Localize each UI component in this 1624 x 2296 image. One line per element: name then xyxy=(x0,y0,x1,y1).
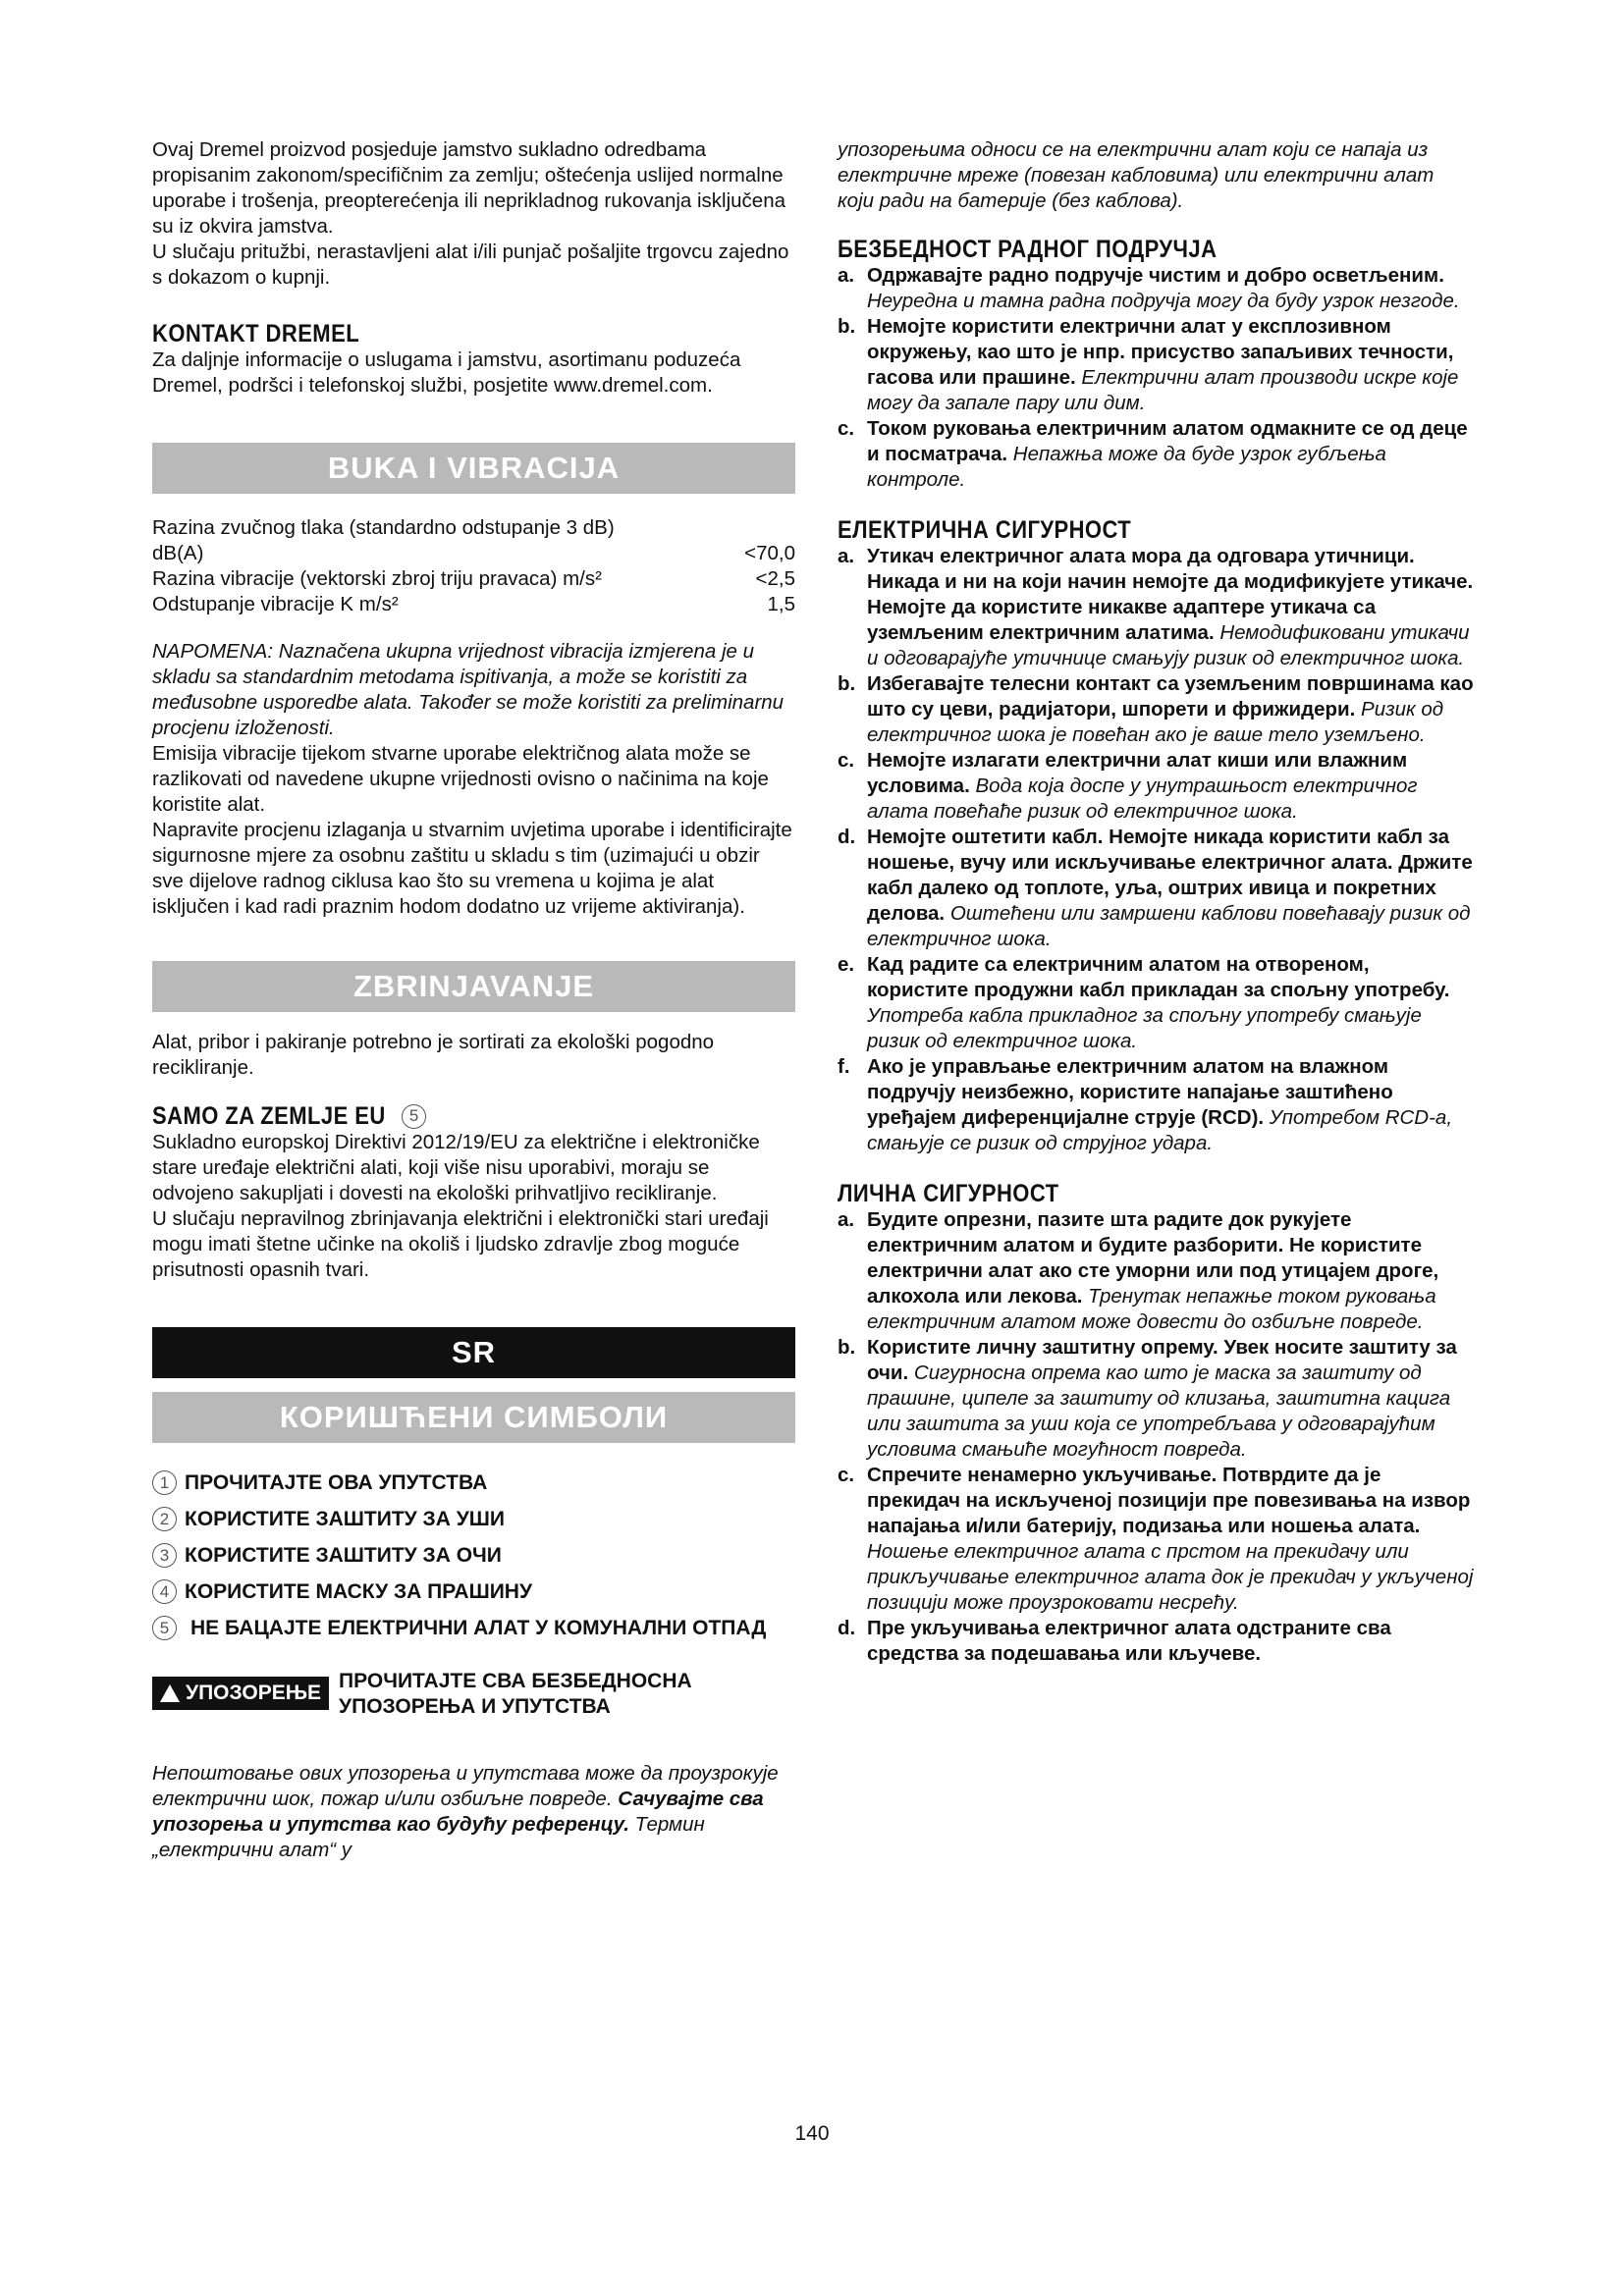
safety-item xyxy=(838,1463,1474,1616)
item-bold-text: Немојте оштетити кабл. Немојте никада користити кабл за ношење, вучу или искључивање електричног алата. Држите кабл далеко од топлоте, уља, оштрих ивица и покретних делова. xyxy=(867,826,1473,925)
item-bold-text: Немојте излагати електрични алат киши или влажним условима. xyxy=(867,749,1408,797)
page-number: 140 xyxy=(794,2122,830,2145)
emisija-text: Emisija vibracije tijekom stvarne uporabe električnog alata može se razlikovati od navedene ukupne vrijednosti ovisno o načinima na koje koristite alat. xyxy=(152,742,769,816)
buka-title: BUKA I VIBRACIJA xyxy=(327,451,621,485)
zbrinjavanje-title: ZBRINJAVANJE xyxy=(352,969,595,1003)
item-italic-text: Употреба кабла прикладног за спољну употребу смањује ризик од електричног шока. xyxy=(867,1004,1422,1052)
eu-heading-row xyxy=(152,1102,795,1130)
section-heading: ЕЛЕКТРИЧНА СИГУРНОСТ xyxy=(838,516,1132,544)
procjena-text: Napravite procjenu izlaganja u stvarnim uvjetima uporabe i identificirajte sigurnosne mjere za osobnu zaštitu u skladu s tim (uzimajući u obzir sve dijelove radnog ciklusa kao što su vremena u kojima je alat isključen i kad radi praznim hodom dodatno uz vrijeme aktiviranja). xyxy=(152,819,792,918)
symbols-list xyxy=(152,1470,795,1641)
warning-badge: УПОЗОРЕЊЕ xyxy=(152,1677,329,1710)
item-body xyxy=(867,1616,1474,1667)
item-body xyxy=(867,1335,1474,1463)
safety-item xyxy=(838,952,1474,1054)
warning-block xyxy=(152,1669,795,1720)
item-body xyxy=(867,748,1474,825)
right-column xyxy=(838,137,1474,1667)
warranty-text: Ovaj Dremel proizvod posjeduje jamstvo sukladno odredbama propisanim zakonom/specifičnim za zemlju; oštećenja uslijed normalne uporabe i trošenja, preopterećenja ili neprikladnog rukovanja isključena su iz okvira jamstva. xyxy=(152,138,786,238)
item-label: b. xyxy=(838,672,856,695)
safety-item xyxy=(838,671,1474,748)
item-body xyxy=(867,1207,1474,1335)
noise-row: Razina zvučnog tlaka (standardno odstupanje 3 dB) xyxy=(152,516,615,539)
item-italic-text: Ношење електричног алата с прстом на прекидачу или прикључивање електричног алата док је прекидач у укљученој позицији може проузроковати несрећу. xyxy=(867,1540,1474,1614)
item-body xyxy=(867,1463,1474,1616)
symbol-item: 3 КОРИСТИТЕ ЗАШТИТУ ЗА ОЧИ xyxy=(152,1543,795,1569)
item-label: b. xyxy=(838,1336,856,1359)
item-body xyxy=(867,314,1474,416)
item-label: e. xyxy=(838,953,855,976)
eu-text: Sukladno europskoj Direktivi 2012/19/EU za električne i elektroničke stare uređaje električni alati, koji više nisu uporabivi, moraju se odvojeno sakupljati i dovesti na ekološki prihvatljivo recikliranje. xyxy=(152,1131,760,1204)
item-bold-text: Утикач електричног алата мора да одговара утичници. Никада и ни на који начин немојте да модификујете утикаче. Немојте да користите никакве адаптере утикача са уземљеним електричним алатима. xyxy=(867,545,1474,644)
eu-heading: SAMO ZA ZEMLJE EU xyxy=(152,1102,386,1130)
safety-item xyxy=(838,1207,1474,1335)
item-italic-text: Неуредна и тамна радна подручја могу да буду узрок незгоде. xyxy=(867,290,1460,312)
symbol-item: 4 КОРИСТИТЕ МАСКУ ЗА ПРАШИНУ xyxy=(152,1579,795,1605)
symbols-band xyxy=(152,1392,795,1443)
kontakt-text: Za daljnje informacije o uslugama i jamstvu, asortimanu poduzeća Dremel, podršci i telefonskoj službi, posjetite www.dremel.com. xyxy=(152,348,741,397)
safety-item xyxy=(838,416,1474,493)
item-label: c. xyxy=(838,1464,855,1486)
item-italic-text: Немодификовани утикачи и одговарајуће утичнице смањују ризик од електричног шока. xyxy=(867,621,1470,669)
item-bold-text: Користите личну заштитну опрему. Увек носите заштиту за очи. xyxy=(867,1336,1457,1384)
warning-triangle-icon xyxy=(160,1684,180,1702)
safety-item xyxy=(838,748,1474,825)
item-label: a. xyxy=(838,1208,855,1231)
item-italic-text: Употребом RCD-a, смањује се ризик од струјног удара. xyxy=(867,1106,1453,1154)
noise-row: dB(A) <70,0 xyxy=(152,542,795,564)
item-label: d. xyxy=(838,1617,856,1639)
item-italic-text: Електрични алат производи искре које могу да запале пару или дим. xyxy=(867,366,1459,414)
warning-text: ПРОЧИТАЈТЕ СВА БЕЗБЕДНОСНА УПОЗОРЕЊА И УПУТСТВА xyxy=(339,1670,692,1718)
symbol-item: 2 КОРИСТИТЕ ЗАШТИТУ ЗА УШИ xyxy=(152,1507,795,1532)
safety-item xyxy=(838,1335,1474,1463)
warning-paragraph: Непоштовање ових упозорења и упутстава може да проузрокује електрични шок, пожар и/или озбиљне повреде. Сачувајте сва упозорења и упутства као будућу референцу. Термин „електрични алат“ у xyxy=(152,1762,779,1861)
continued-text: упозорењима односи се на електрични алат који се напаја из електричне мреже (повезан кабловима) или електрични алат који ради на батерије (без каблова). xyxy=(838,138,1435,212)
item-italic-text: Тренутак непажње током руковања електричним алатом може довести до озбиљне повреде. xyxy=(867,1285,1436,1333)
item-bold-text: Одржавајте радно подручје чистим и добро осветљеним. xyxy=(867,264,1444,287)
item-body xyxy=(867,416,1474,493)
item-body xyxy=(867,952,1474,1054)
item-body xyxy=(867,671,1474,748)
item-bold-text: Пре укључивања електричног алата одстраните сва средства за подешавања или кључеве. xyxy=(867,1617,1391,1665)
item-body xyxy=(867,263,1474,314)
safety-item xyxy=(838,1054,1474,1156)
buka-band xyxy=(152,443,795,494)
safety-sections xyxy=(838,236,1474,1667)
sr-title: SR xyxy=(451,1335,497,1369)
item-label: f. xyxy=(838,1055,850,1078)
item-italic-text: Ризик од електричног шока је повећан ако је ваше тело уземљено. xyxy=(867,698,1444,746)
item-bold-text: Кад радите са електричним алатом на отвореном, користите продужни кабл прикладан за спољну употребу. xyxy=(867,953,1450,1001)
symbol-item: 5 НЕ БАЦАЈТЕ ЕЛЕКТРИЧНИ АЛАТ У КОМУНАЛНИ ОТПАД xyxy=(152,1616,795,1641)
item-italic-text: Оштећени или замршени каблови повећавају ризик од електричног шока. xyxy=(867,902,1471,950)
item-label: a. xyxy=(838,545,855,567)
section-heading: БЕЗБЕДНОСТ РАДНОГ ПОДРУЧЈА xyxy=(838,236,1218,263)
warranty-text-2: U slučaju pritužbi, nerastavljeni alat i/ili punjač pošaljite trgovcu zajedno s dokazom o kupnji. xyxy=(152,240,789,289)
left-column xyxy=(152,137,795,1863)
sr-band xyxy=(152,1327,795,1378)
noise-row: Odstupanje vibracije K m/s² 1,5 xyxy=(152,593,795,615)
safety-item xyxy=(838,263,1474,314)
item-bold-text: Ако је управљање електричним алатом на влажном подручју неизбежно, користите напајање заштићено уређајем диференцијалне струје (RCD). xyxy=(867,1055,1393,1129)
item-label: a. xyxy=(838,264,855,287)
safety-item xyxy=(838,544,1474,671)
item-label: c. xyxy=(838,749,855,772)
item-bold-text: Избегавајте телесни контакт са уземљеним површинама као што су цеви, радијатори, шпорети и фрижидери. xyxy=(867,672,1474,721)
symbols-title: КОРИШЋЕНИ СИМБОЛИ xyxy=(279,1400,669,1434)
item-italic-text: Сигурносна опрема као што је маска за заштиту од прашине, ципеле за заштиту од клизања, заштитна кацига или заштита за уши која се употребљава у одговарајућим условима смањиће могућност повреда. xyxy=(867,1362,1451,1461)
item-bold-text: Спречите ненамерно укључивање. Потврдите да је прекидач на искљученој позицији пре повезивања на извор напајања и/или батерију, подизања или ношења алата. xyxy=(867,1464,1471,1537)
item-body xyxy=(867,544,1474,671)
symbol-item: 1 ПРОЧИТАЈТЕ ОВА УПУТСТВА xyxy=(152,1470,795,1496)
eu-symbol-number: 5 xyxy=(402,1104,426,1129)
safety-item xyxy=(838,314,1474,416)
napomena-text: NAPOMENA: Naznačena ukupna vrijednost vibracija izmjerena je u skladu sa standardnim metodama ispitivanja, a može se koristiti za međusobne usporedbe alata. Također se može koristiti za preliminarnu procjenu izloženosti. xyxy=(152,640,785,739)
item-italic-text: Вода која доспе у унутрашњост електричног алата повећаће ризик од електричног шока. xyxy=(867,774,1418,823)
safety-item xyxy=(838,1616,1474,1667)
item-bold-text: Будите опрезни, пазите шта радите док рукујете електричним алатом и будите разборити. Не користите електрични алат ако сте уморни или под утицајем дроге, алкохола или лекова. xyxy=(867,1208,1439,1308)
item-body xyxy=(867,1054,1474,1156)
zbrinjavanje-text: Alat, pribor i pakiranje potrebno je sortirati za ekološki pogodno recikliranje. xyxy=(152,1031,715,1079)
zbrinjavanje-band xyxy=(152,961,795,1012)
item-bold-text: Немојте користити електрични алат у експлозивном окружењу, као што је нпр. присуство запаљивих течности, гасова или прашине. xyxy=(867,315,1454,389)
item-label: c. xyxy=(838,417,855,440)
item-italic-text: Непажња може да буде узрок губљења контроле. xyxy=(867,443,1386,491)
item-label: d. xyxy=(838,826,856,848)
kontakt-heading: KONTAKT DREMEL xyxy=(152,320,360,347)
item-label: b. xyxy=(838,315,856,338)
noise-row: Razina vibracije (vektorski zbroj triju pravaca) m/s² <2,5 xyxy=(152,567,795,590)
eu-text-2: U slučaju nepravilnog zbrinjavanja električni i elektronički stari uređaji mogu imati štetne učinke na okoliš i ljudsko zdravlje zbog moguće prisutnosti opasnih tvari. xyxy=(152,1207,769,1281)
safety-item xyxy=(838,825,1474,952)
section-heading: ЛИЧНА СИГУРНОСТ xyxy=(838,1180,1059,1207)
noise-table xyxy=(152,515,795,617)
item-body xyxy=(867,825,1474,952)
item-bold-text: Током руковања електричним алатом одмакните се од деце и посматрача. xyxy=(867,417,1468,465)
